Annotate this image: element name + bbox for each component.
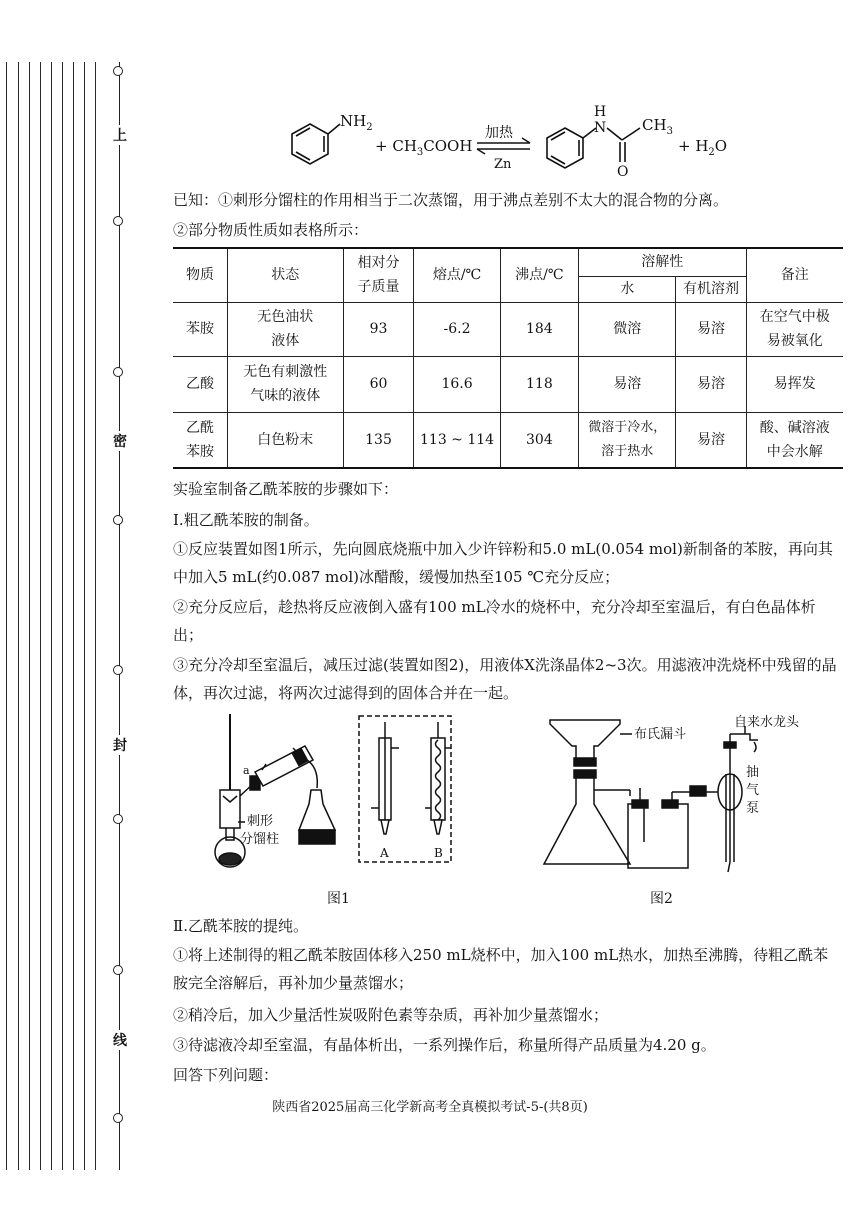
answer-prompt: 回答下列问题： <box>173 1066 279 1084</box>
th-state: 状态 <box>228 248 344 302</box>
steps-intro: 实验室制备乙酰苯胺的步骤如下： <box>173 480 399 498</box>
figure-2-caption: 图2 <box>650 891 673 907</box>
part1-title: Ⅰ.粗乙酰苯胺的制备。 <box>173 511 319 529</box>
figure-1-caption: 图1 <box>327 891 350 907</box>
seal-char-mi: 密 <box>111 431 129 451</box>
seal-char-feng: 封 <box>111 735 129 755</box>
properties-table <box>173 247 843 469</box>
water-label: + $H_2O$ <box>678 137 728 158</box>
o-label: O <box>617 164 629 180</box>
fig1-column-label-2: 分馏柱 <box>240 832 280 847</box>
table-row: 苯胺 无色油状 液体 93 -6.2 184 微溶 易溶 在空气中极 易被氧化 <box>173 302 843 356</box>
ch3-label: $CH_3$ <box>642 116 673 137</box>
th-boiling: 沸点/℃ <box>500 248 578 302</box>
page-footer: 陕西省2025届高三化学新高考全真模拟考试-5-(共8页) <box>272 1100 588 1115</box>
th-water: 水 <box>579 276 676 302</box>
fig1-label-A: A <box>380 846 389 860</box>
seal-circle <box>113 965 123 975</box>
seal-circle <box>113 66 123 76</box>
th-mass: 相对分 子质量 <box>343 248 414 302</box>
seal-circle <box>113 367 123 377</box>
nh2-label: $NH_2$ <box>340 112 373 133</box>
figure-1-apparatus <box>195 712 455 912</box>
fig2-pump-label-1: 抽 <box>746 765 760 780</box>
condition-heat: 加热 <box>485 125 513 141</box>
table-row: 乙酸 无色有刺激性 气味的液体 60 16.6 118 易溶 易溶 易挥发 <box>173 356 843 412</box>
fig2-tap-label: 自来水龙头 <box>734 715 800 730</box>
part1-step3: ③充分冷却至室温后，减压过滤(装置如图2)，用液体X洗涤晶体2~3次。用滤液冲洗烧杯中残留的晶体，再次过滤，将两次过滤得到的固体合并在一起。 <box>173 656 837 702</box>
acetic-acid-label: + $CH_3COOH$ <box>375 137 473 158</box>
figure-2-apparatus <box>540 712 840 882</box>
th-organic: 有机溶剂 <box>676 276 746 302</box>
th-note: 备注 <box>746 248 843 302</box>
seal-circle <box>113 665 123 675</box>
th-substance: 物质 <box>173 248 228 302</box>
seal-char-xian: 线 <box>111 1030 129 1050</box>
part1-step2: ②充分反应后，趁热将反应液倒入盛有100 mL冷水的烧杯中，充分冷却至室温后，有白色晶体析出； <box>173 598 816 644</box>
fig2-funnel-label: 布氏漏斗 <box>634 727 687 742</box>
part2-step3: ③待滤液冷却至室温，有晶体析出，一系列操作后，称量所得产品质量为4.20 g。 <box>173 1036 716 1054</box>
fig1-column-label-1: 刺形 <box>247 814 274 829</box>
known-line-2: ②部分物质性质如表格所示： <box>173 221 369 239</box>
seal-char-shang: 上 <box>111 125 129 145</box>
known-line-1: 已知：①刺形分馏柱的作用相当于二次蒸馏，用于沸点差别不太大的混合物的分离。 <box>173 191 729 209</box>
th-melting: 熔点/℃ <box>414 248 500 302</box>
part2-title: Ⅱ.乙酰苯胺的提纯。 <box>173 917 308 935</box>
benzene-ring-aniline <box>292 124 340 164</box>
fig1-label-a: a <box>243 764 250 777</box>
fig2-pump-label-2: 气 <box>746 783 760 798</box>
seal-circle <box>113 515 123 525</box>
seal-circle <box>113 216 123 226</box>
h-label: H <box>594 104 607 120</box>
part2-step2: ②稍冷后，加入少量活性炭吸附色素等杂质，再补加少量蒸馏水； <box>173 1006 609 1024</box>
th-solubility: 溶解性 <box>579 248 746 276</box>
n-label: N <box>594 120 607 136</box>
part2-step1: ①将上述制得的粗乙酰苯胺固体移入250 mL烧杯中，加入100 mL热水，加热至沸腾，待粗乙酰苯胺完全溶解后，再补加少量蒸馏水； <box>173 946 829 992</box>
part1-step1: ①反应装置如图1所示，先向圆底烧瓶中加入少许锌粉和5.0 mL(0.054 mol)新制备的苯胺，再向其中加入5 mL(约0.087 mol)冰醋酸，缓慢加热至105 ℃充分反应； <box>173 540 833 586</box>
fig2-pump-label-3: 泵 <box>746 801 760 816</box>
fig1-label-B: B <box>434 846 443 860</box>
table-row: 乙酰 苯胺 白色粉末 135 113 ~ 114 304 微溶于冷水， 溶于热水 易溶 酸、碱溶液 中会水解 <box>173 412 843 468</box>
reaction-equation <box>280 96 750 186</box>
condition-zn: Zn <box>494 157 512 172</box>
seal-circle <box>113 814 123 824</box>
